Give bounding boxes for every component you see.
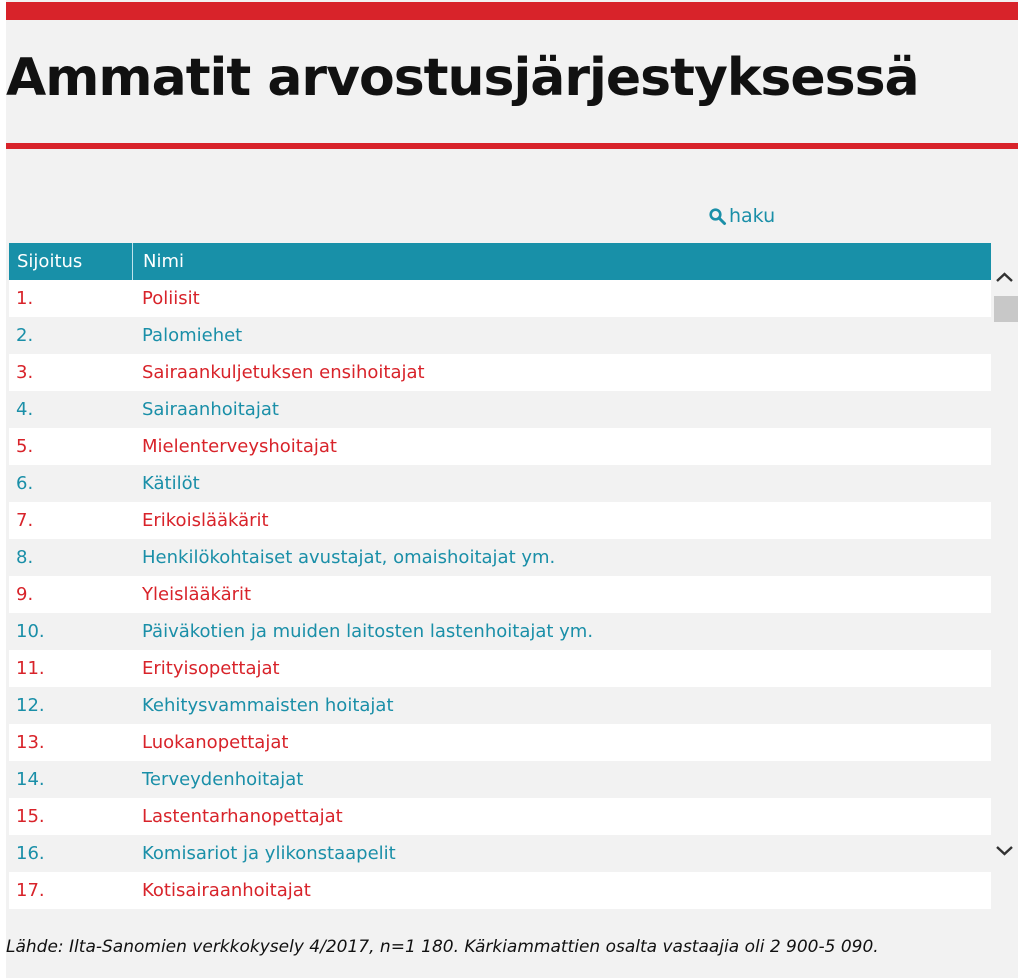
occupation-name-cell: Päiväkotien ja muiden laitosten lastenhoitajat ym.: [142, 621, 594, 642]
occupation-name-cell: Kotisairaanhoitajat: [142, 880, 311, 901]
table-row[interactable]: [9, 798, 991, 835]
table-row[interactable]: [9, 724, 991, 761]
rank-cell: 11.: [16, 658, 45, 679]
table-row[interactable]: [9, 391, 991, 428]
rank-cell: 8.: [16, 547, 34, 568]
occupation-name-cell: Sairaankuljetuksen ensihoitajat: [142, 362, 425, 383]
chevron-up-icon: [991, 266, 1018, 288]
rank-cell: 2.: [16, 325, 34, 346]
rank-cell: 12.: [16, 695, 45, 716]
rank-cell: 6.: [16, 473, 34, 494]
table-row[interactable]: [9, 502, 991, 539]
rank-cell: 17.: [16, 880, 45, 901]
occupation-name-cell: Palomiehet: [142, 325, 243, 346]
rank-cell: 7.: [16, 510, 34, 531]
scroll-down-button[interactable]: [991, 840, 1018, 862]
chevron-down-icon: [991, 840, 1018, 862]
rank-cell: 3.: [16, 362, 34, 383]
table-row[interactable]: [9, 650, 991, 687]
rank-cell: 16.: [16, 843, 45, 864]
table-row[interactable]: [9, 280, 991, 317]
table-row[interactable]: [9, 613, 991, 650]
occupation-name-cell: Erityisopettajat: [142, 658, 280, 679]
table-row[interactable]: [9, 354, 991, 391]
page-title: Ammatit arvostusjärjestyksessä: [6, 48, 919, 108]
table-row[interactable]: [9, 465, 991, 502]
search-label: haku: [729, 205, 776, 227]
table-scrollbar[interactable]: [991, 262, 1018, 866]
source-note: Lähde: Ilta-Sanomien verkkokysely 4/2017, n=1 180. Kärkiammattien osalta vastaajia oli 2 900-5 090.: [6, 937, 879, 957]
table-row[interactable]: [9, 576, 991, 613]
occupation-name-cell: Erikoislääkärit: [142, 510, 269, 531]
table-row[interactable]: [9, 428, 991, 465]
occupation-name-cell: Poliisit: [142, 288, 200, 309]
table-header: [9, 243, 991, 280]
scroll-thumb[interactable]: [994, 296, 1018, 322]
column-header-name[interactable]: Nimi: [143, 251, 185, 272]
rank-cell: 9.: [16, 584, 34, 605]
occupation-name-cell: Terveydenhoitajat: [142, 769, 304, 790]
occupation-name-cell: Kätilöt: [142, 473, 200, 494]
title-divider: [6, 143, 1018, 149]
occupation-name-cell: Yleislääkärit: [142, 584, 252, 605]
scroll-up-button[interactable]: [991, 266, 1018, 288]
occupation-name-cell: Luokanopettajat: [142, 732, 289, 753]
table-body: [9, 280, 991, 909]
rank-cell: 13.: [16, 732, 45, 753]
search-button[interactable]: [709, 205, 775, 227]
rank-cell: 4.: [16, 399, 34, 420]
ranking-table: [9, 243, 991, 901]
table-row[interactable]: [9, 835, 991, 872]
rank-cell: 15.: [16, 806, 45, 827]
occupation-name-cell: Lastentarhanopettajat: [142, 806, 343, 827]
rank-cell: 5.: [16, 436, 34, 457]
occupation-name-cell: Henkilökohtaiset avustajat, omaishoitajat ym.: [142, 547, 556, 568]
search-icon: [709, 208, 726, 225]
rank-cell: 1.: [16, 288, 34, 309]
occupation-name-cell: Mielenterveyshoitajat: [142, 436, 337, 457]
occupation-name-cell: Sairaanhoitajat: [142, 399, 279, 420]
rank-cell: 10.: [16, 621, 45, 642]
table-row[interactable]: [9, 317, 991, 354]
table-row[interactable]: [9, 687, 991, 724]
occupation-name-cell: Komisariot ja ylikonstaapelit: [142, 843, 396, 864]
column-header-rank[interactable]: Sijoitus: [9, 243, 133, 280]
rank-cell: 14.: [16, 769, 45, 790]
occupation-name-cell: Kehitysvammaisten hoitajat: [142, 695, 394, 716]
table-row[interactable]: [9, 872, 991, 909]
table-row[interactable]: [9, 539, 991, 576]
table-row[interactable]: [9, 761, 991, 798]
top-accent-bar: [6, 2, 1018, 20]
